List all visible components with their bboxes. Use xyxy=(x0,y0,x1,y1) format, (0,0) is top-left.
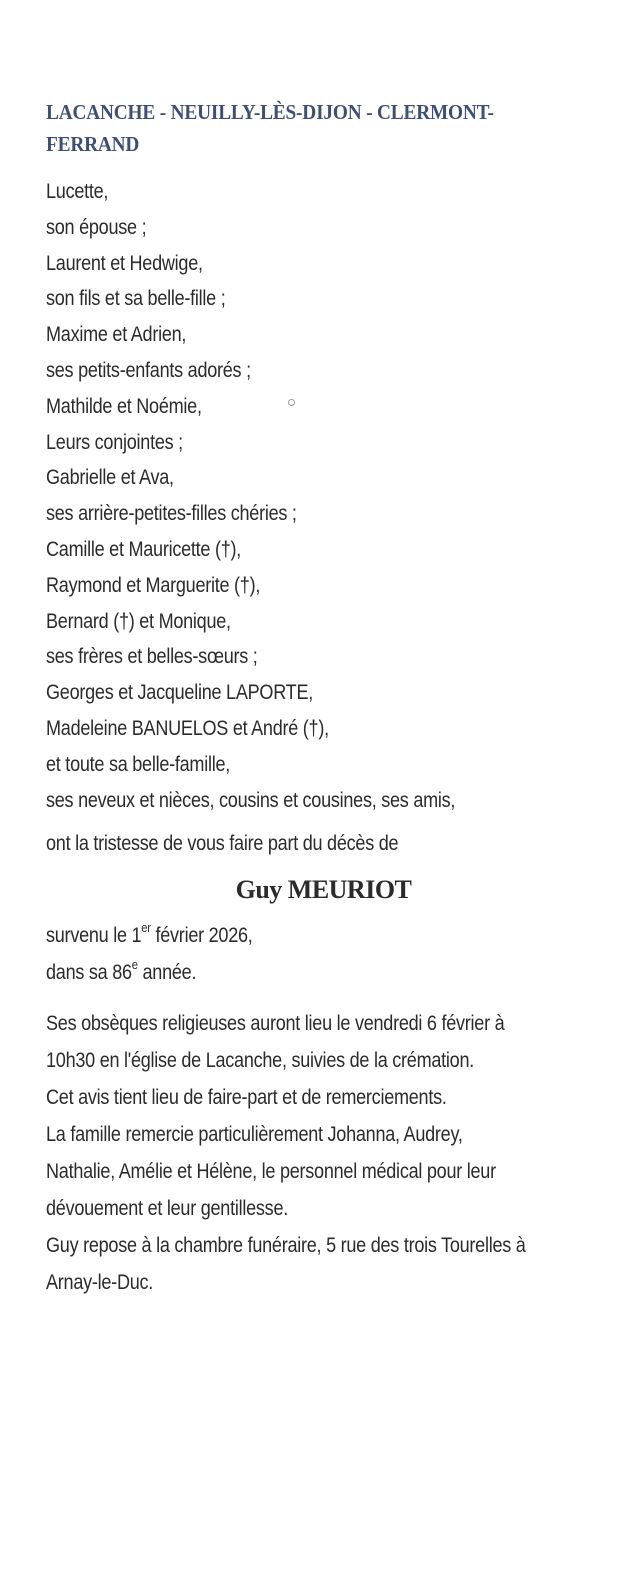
family-line: ses arrière-petites-filles chéries ; xyxy=(46,502,297,526)
funeral-details xyxy=(46,1005,601,1301)
family-list xyxy=(46,174,601,862)
family-line: son fils et sa belle-fille ; xyxy=(46,287,226,311)
family-line: Mathilde et Noémie, xyxy=(46,394,202,418)
family-line: Maxime et Adrien, xyxy=(46,323,187,347)
family-line: Camille et Mauricette (†), xyxy=(46,537,242,561)
death-date: survenu le 1er février 2026, xyxy=(46,920,253,948)
obituary-notice xyxy=(46,96,601,1301)
family-line: Georges et Jacqueline LAPORTE, xyxy=(46,681,313,705)
family-line: Madeleine BANUELOS et André (†), xyxy=(46,716,329,740)
details-line: Ses obsèques religieuses auront lieu le vendredi 6 février à xyxy=(46,1012,505,1036)
details-line: 10h30 en l'église de Lacanche, suivies de la crémation. xyxy=(46,1049,475,1073)
family-line: et toute sa belle-famille, xyxy=(46,752,231,776)
details-line: Guy repose à la chambre funéraire, 5 rue des trois Tourelles à xyxy=(46,1234,526,1258)
family-line: Laurent et Hedwige, xyxy=(46,251,203,275)
details-line: dévouement et leur gentillesse. xyxy=(46,1197,288,1221)
age-line: dans sa 86e année. xyxy=(46,956,197,984)
family-line: Gabrielle et Ava, xyxy=(46,466,174,490)
details-line: Arnay-le-Duc. xyxy=(46,1271,154,1295)
date-and-age xyxy=(46,918,601,991)
deceased-name: Guy MEURIOT xyxy=(235,875,412,905)
details-line: Cet avis tient lieu de faire-part et de remerciements. xyxy=(46,1086,447,1110)
location-header: LACANCHE - NEUILLY-LÈS-DIJON - CLERMONT-FERRAND xyxy=(46,100,494,156)
family-line: son épouse ; xyxy=(46,215,147,239)
family-line: Bernard (†) et Monique, xyxy=(46,609,231,633)
family-line: Raymond et Marguerite (†), xyxy=(46,573,261,597)
family-line: ses petits-enfants adorés ; xyxy=(46,358,251,382)
details-line: La famille remercie particulièrement Johanna, Audrey, xyxy=(46,1123,463,1147)
family-line: Lucette, xyxy=(46,180,109,203)
family-line: Leurs conjointes ; xyxy=(46,430,183,454)
details-line: Nathalie, Amélie et Hélène, le personnel médical pour leur xyxy=(46,1160,496,1184)
family-line: ses frères et belles-sœurs ; xyxy=(46,645,258,669)
family-line: ses neveux et nièces, cousins et cousines, ses amis, xyxy=(46,788,456,812)
announcement-intro: ont la tristesse de vous faire part du décès de xyxy=(46,832,399,856)
stray-circle-mark xyxy=(288,399,295,406)
